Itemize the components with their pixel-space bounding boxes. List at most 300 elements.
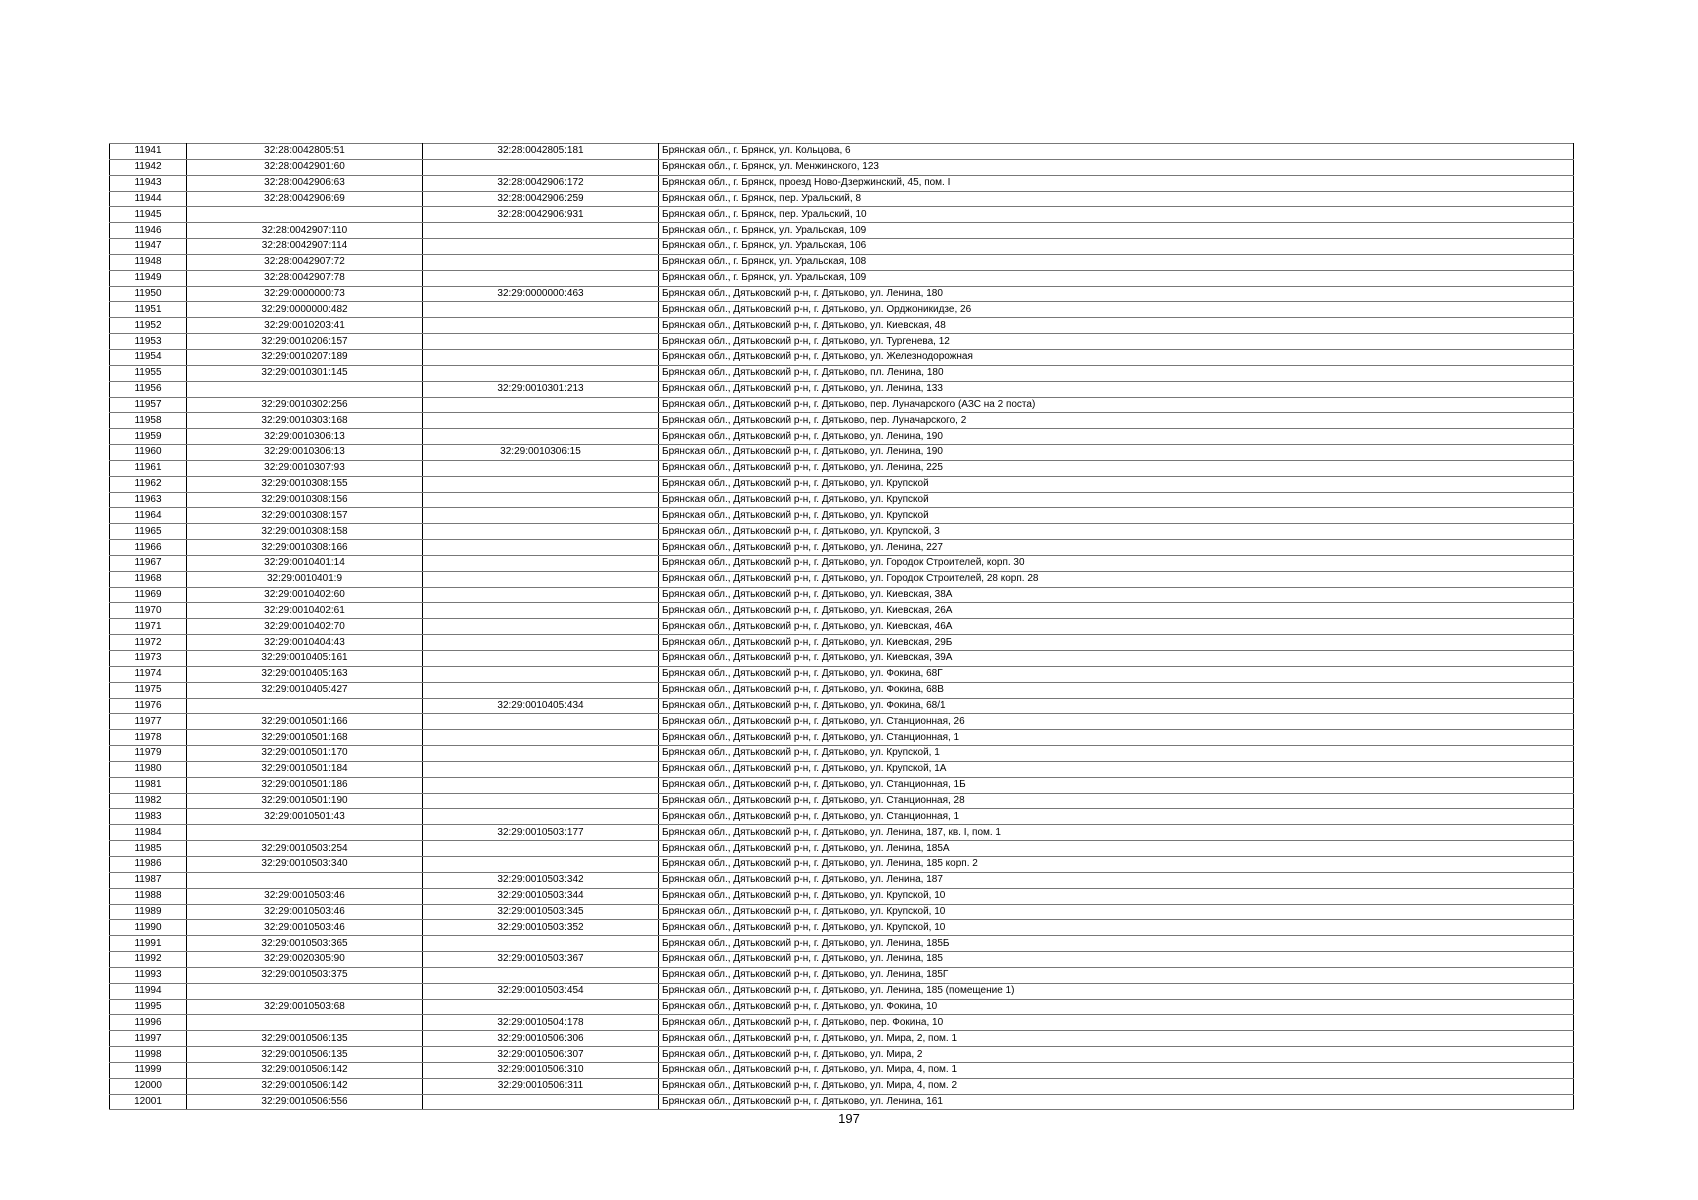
object-cadastral-number-cell: 32:28:0042906:172 — [423, 175, 659, 191]
address-cell: Брянская обл., Дятьковский р-н, г. Дятьково, ул. Ленина, 227 — [659, 540, 1574, 556]
table-row — [110, 952, 1574, 968]
row-number-cell: 11993 — [110, 967, 187, 983]
cadastral-number-cell: 32:29:0010503:365 — [187, 936, 423, 952]
cadastral-number-cell: 32:28:0042901:60 — [187, 159, 423, 175]
row-number-cell: 11988 — [110, 888, 187, 904]
address-cell: Брянская обл., Дятьковский р-н, г. Дятьково, ул. Крупской, 10 — [659, 888, 1574, 904]
cadastral-number-cell — [187, 207, 423, 223]
cadastral-number-cell: 32:28:0042906:69 — [187, 191, 423, 207]
address-cell: Брянская обл., Дятьковский р-н, г. Дятьково, ул. Ленина, 190 — [659, 445, 1574, 461]
cadastral-number-cell: 32:29:0010308:166 — [187, 540, 423, 556]
address-cell: Брянская обл., Дятьковский р-н, г. Дятьково, ул. Железнодорожная — [659, 349, 1574, 365]
cadastral-number-cell: 32:29:0010501:166 — [187, 714, 423, 730]
row-number-cell: 11996 — [110, 1015, 187, 1031]
object-cadastral-number-cell — [423, 365, 659, 381]
object-cadastral-number-cell: 32:29:0010506:310 — [423, 1062, 659, 1078]
table-row — [110, 191, 1574, 207]
table-row — [110, 920, 1574, 936]
row-number-cell: 11995 — [110, 999, 187, 1015]
table-row — [110, 318, 1574, 334]
row-number-cell: 11987 — [110, 872, 187, 888]
table-row — [110, 144, 1574, 160]
row-number-cell: 11970 — [110, 603, 187, 619]
address-cell: Брянская обл., Дятьковский р-н, г. Дятьково, ул. Крупской, 10 — [659, 904, 1574, 920]
row-number-cell: 11989 — [110, 904, 187, 920]
cadastral-number-cell — [187, 698, 423, 714]
object-cadastral-number-cell — [423, 936, 659, 952]
address-cell: Брянская обл., г. Брянск, ул. Менжинского, 123 — [659, 159, 1574, 175]
row-number-cell: 11965 — [110, 524, 187, 540]
cadastral-number-cell: 32:29:0010503:46 — [187, 904, 423, 920]
table-row — [110, 888, 1574, 904]
cadastral-number-cell: 32:29:0010503:46 — [187, 888, 423, 904]
table-row — [110, 777, 1574, 793]
address-cell: Брянская обл., Дятьковский р-н, г. Дятьково, ул. Ленина, 133 — [659, 381, 1574, 397]
object-cadastral-number-cell — [423, 571, 659, 587]
address-cell: Брянская обл., Дятьковский р-н, г. Дятьково, ул. Ленина, 161 — [659, 1094, 1574, 1110]
object-cadastral-number-cell: 32:29:0010503:344 — [423, 888, 659, 904]
address-cell: Брянская обл., Дятьковский р-н, г. Дятьково, ул. Ленина, 185 (помещение 1) — [659, 983, 1574, 999]
address-cell: Брянская обл., г. Брянск, ул. Уральская, 109 — [659, 223, 1574, 239]
row-number-cell: 11979 — [110, 746, 187, 762]
cadastral-number-cell: 32:29:0010401:9 — [187, 571, 423, 587]
row-number-cell: 11982 — [110, 793, 187, 809]
table-row — [110, 746, 1574, 762]
address-cell: Брянская обл., Дятьковский р-н, г. Дятьково, ул. Ленина, 185Г — [659, 967, 1574, 983]
table-row — [110, 492, 1574, 508]
object-cadastral-number-cell — [423, 714, 659, 730]
row-number-cell: 11997 — [110, 1031, 187, 1047]
cadastral-number-cell: 32:29:0010503:375 — [187, 967, 423, 983]
table-row — [110, 159, 1574, 175]
address-cell: Брянская обл., Дятьковский р-н, г. Дятьково, ул. Киевская, 39А — [659, 651, 1574, 667]
row-number-cell: 11948 — [110, 254, 187, 270]
cadastral-number-cell: 32:29:0010404:43 — [187, 635, 423, 651]
cadastral-number-cell — [187, 872, 423, 888]
row-number-cell: 11990 — [110, 920, 187, 936]
cadastral-number-cell: 32:29:0010405:161 — [187, 651, 423, 667]
object-cadastral-number-cell: 32:28:0042906:259 — [423, 191, 659, 207]
object-cadastral-number-cell: 32:29:0010301:213 — [423, 381, 659, 397]
row-number-cell: 11975 — [110, 682, 187, 698]
cadastral-number-cell: 32:29:0010303:168 — [187, 413, 423, 429]
table-row — [110, 254, 1574, 270]
table-row — [110, 666, 1574, 682]
address-cell: Брянская обл., Дятьковский р-н, г. Дятьково, ул. Киевская, 48 — [659, 318, 1574, 334]
object-cadastral-number-cell — [423, 413, 659, 429]
object-cadastral-number-cell: 32:29:0010506:306 — [423, 1031, 659, 1047]
object-cadastral-number-cell: 32:29:0010506:311 — [423, 1078, 659, 1094]
row-number-cell: 11969 — [110, 587, 187, 603]
table-row — [110, 904, 1574, 920]
cadastral-number-cell: 32:28:0042907:110 — [187, 223, 423, 239]
address-cell: Брянская обл., Дятьковский р-н, г. Дятьково, ул. Крупской — [659, 476, 1574, 492]
address-cell: Брянская обл., Дятьковский р-н, г. Дятьково, пер. Луначарского, 2 — [659, 413, 1574, 429]
cadastral-number-cell: 32:29:0010501:186 — [187, 777, 423, 793]
address-cell: Брянская обл., Дятьковский р-н, г. Дятьково, ул. Городок Строителей, 28 корп. 28 — [659, 571, 1574, 587]
row-number-cell: 11959 — [110, 429, 187, 445]
table-row — [110, 223, 1574, 239]
cadastral-number-cell: 32:29:0010506:556 — [187, 1094, 423, 1110]
object-cadastral-number-cell — [423, 777, 659, 793]
cadastral-number-cell: 32:28:0042805:51 — [187, 144, 423, 160]
row-number-cell: 12001 — [110, 1094, 187, 1110]
cadastral-number-cell: 32:29:0010503:340 — [187, 856, 423, 872]
cadastral-number-cell: 32:28:0042907:114 — [187, 239, 423, 255]
object-cadastral-number-cell — [423, 540, 659, 556]
cadastral-number-cell: 32:29:0010306:13 — [187, 445, 423, 461]
registry-table — [109, 143, 1574, 1110]
cadastral-number-cell: 32:29:0010402:60 — [187, 587, 423, 603]
cadastral-number-cell — [187, 983, 423, 999]
address-cell: Брянская обл., Дятьковский р-н, г. Дятьково, ул. Ленина, 187 — [659, 872, 1574, 888]
address-cell: Брянская обл., Дятьковский р-н, г. Дятьково, пер. Луначарского (АЗС на 2 поста) — [659, 397, 1574, 413]
address-cell: Брянская обл., Дятьковский р-н, г. Дятьково, ул. Киевская, 26А — [659, 603, 1574, 619]
object-cadastral-number-cell — [423, 856, 659, 872]
cadastral-number-cell: 32:29:0010405:163 — [187, 666, 423, 682]
object-cadastral-number-cell — [423, 682, 659, 698]
row-number-cell: 11986 — [110, 856, 187, 872]
object-cadastral-number-cell — [423, 254, 659, 270]
cadastral-number-cell: 32:29:0020305:90 — [187, 952, 423, 968]
object-cadastral-number-cell — [423, 761, 659, 777]
row-number-cell: 11994 — [110, 983, 187, 999]
object-cadastral-number-cell — [423, 159, 659, 175]
address-cell: Брянская обл., Дятьковский р-н, г. Дятьково, ул. Ленина, 185 корп. 2 — [659, 856, 1574, 872]
cadastral-number-cell — [187, 825, 423, 841]
registry-table-body — [110, 144, 1574, 1110]
address-cell: Брянская обл., Дятьковский р-н, г. Дятьково, ул. Крупской — [659, 508, 1574, 524]
table-row — [110, 809, 1574, 825]
address-cell: Брянская обл., Дятьковский р-н, г. Дятьково, ул. Мира, 4, пом. 2 — [659, 1078, 1574, 1094]
cadastral-number-cell: 32:29:0010308:155 — [187, 476, 423, 492]
row-number-cell: 11998 — [110, 1047, 187, 1063]
table-row — [110, 445, 1574, 461]
table-row — [110, 1047, 1574, 1063]
address-cell: Брянская обл., Дятьковский р-н, г. Дятьково, ул. Ленина, 190 — [659, 429, 1574, 445]
table-row — [110, 1031, 1574, 1047]
address-cell: Брянская обл., Дятьковский р-н, г. Дятьково, ул. Ленина, 187, кв. I, пом. 1 — [659, 825, 1574, 841]
object-cadastral-number-cell — [423, 809, 659, 825]
object-cadastral-number-cell — [423, 841, 659, 857]
object-cadastral-number-cell: 32:28:0042805:181 — [423, 144, 659, 160]
object-cadastral-number-cell — [423, 999, 659, 1015]
object-cadastral-number-cell — [423, 1094, 659, 1110]
row-number-cell: 11981 — [110, 777, 187, 793]
object-cadastral-number-cell — [423, 555, 659, 571]
object-cadastral-number-cell — [423, 967, 659, 983]
row-number-cell: 11950 — [110, 286, 187, 302]
table-row — [110, 730, 1574, 746]
object-cadastral-number-cell — [423, 334, 659, 350]
cadastral-number-cell: 32:29:0010501:184 — [187, 761, 423, 777]
table-row — [110, 1094, 1574, 1110]
table-row — [110, 761, 1574, 777]
object-cadastral-number-cell: 32:29:0010306:15 — [423, 445, 659, 461]
object-cadastral-number-cell — [423, 492, 659, 508]
row-number-cell: 11991 — [110, 936, 187, 952]
table-row — [110, 571, 1574, 587]
object-cadastral-number-cell — [423, 651, 659, 667]
cadastral-number-cell: 32:29:0010402:70 — [187, 619, 423, 635]
cadastral-number-cell: 32:29:0010207:189 — [187, 349, 423, 365]
object-cadastral-number-cell — [423, 587, 659, 603]
object-cadastral-number-cell: 32:28:0042906:931 — [423, 207, 659, 223]
row-number-cell: 11973 — [110, 651, 187, 667]
table-row — [110, 1015, 1574, 1031]
row-number-cell: 11964 — [110, 508, 187, 524]
address-cell: Брянская обл., г. Брянск, ул. Уральская, 106 — [659, 239, 1574, 255]
row-number-cell: 11980 — [110, 761, 187, 777]
table-row — [110, 397, 1574, 413]
object-cadastral-number-cell: 32:29:0010503:352 — [423, 920, 659, 936]
row-number-cell: 11944 — [110, 191, 187, 207]
cadastral-number-cell: 32:29:0010501:190 — [187, 793, 423, 809]
table-row — [110, 793, 1574, 809]
row-number-cell: 11983 — [110, 809, 187, 825]
address-cell: Брянская обл., Дятьковский р-н, г. Дятьково, ул. Станционная, 1 — [659, 730, 1574, 746]
row-number-cell: 11968 — [110, 571, 187, 587]
address-cell: Брянская обл., Дятьковский р-н, г. Дятьково, ул. Крупской — [659, 492, 1574, 508]
object-cadastral-number-cell — [423, 619, 659, 635]
address-cell: Брянская обл., Дятьковский р-н, г. Дятьково, ул. Ленина, 185 — [659, 952, 1574, 968]
row-number-cell: 11961 — [110, 460, 187, 476]
address-cell: Брянская обл., Дятьковский р-н, г. Дятьково, пер. Фокина, 10 — [659, 1015, 1574, 1031]
address-cell: Брянская обл., г. Брянск, пер. Уральский, 8 — [659, 191, 1574, 207]
table-row — [110, 619, 1574, 635]
table-row — [110, 555, 1574, 571]
object-cadastral-number-cell — [423, 349, 659, 365]
cadastral-number-cell: 32:29:0010506:142 — [187, 1062, 423, 1078]
table-row — [110, 587, 1574, 603]
object-cadastral-number-cell: 32:29:0010503:177 — [423, 825, 659, 841]
address-cell: Брянская обл., Дятьковский р-н, г. Дятьково, ул. Ленина, 180 — [659, 286, 1574, 302]
table-row — [110, 286, 1574, 302]
table-row — [110, 413, 1574, 429]
table-row — [110, 698, 1574, 714]
address-cell: Брянская обл., г. Брянск, ул. Уральская, 109 — [659, 270, 1574, 286]
row-number-cell: 11974 — [110, 666, 187, 682]
table-row — [110, 429, 1574, 445]
table-row — [110, 682, 1574, 698]
cadastral-number-cell: 32:29:0010503:46 — [187, 920, 423, 936]
cadastral-number-cell: 32:29:0010503:254 — [187, 841, 423, 857]
cadastral-number-cell: 32:29:0010206:157 — [187, 334, 423, 350]
address-cell: Брянская обл., Дятьковский р-н, г. Дятьково, ул. Крупской, 10 — [659, 920, 1574, 936]
address-cell: Брянская обл., г. Брянск, пер. Уральский, 10 — [659, 207, 1574, 223]
address-cell: Брянская обл., Дятьковский р-н, г. Дятьково, ул. Фокина, 68Г — [659, 666, 1574, 682]
row-number-cell: 11956 — [110, 381, 187, 397]
cadastral-number-cell: 32:29:0000000:73 — [187, 286, 423, 302]
page-number: 197 — [838, 1111, 860, 1126]
row-number-cell: 11972 — [110, 635, 187, 651]
cadastral-number-cell: 32:29:0010308:156 — [187, 492, 423, 508]
cadastral-number-cell: 32:29:0010308:158 — [187, 524, 423, 540]
cadastral-number-cell: 32:29:0010308:157 — [187, 508, 423, 524]
row-number-cell: 11977 — [110, 714, 187, 730]
address-cell: Брянская обл., Дятьковский р-н, г. Дятьково, пл. Ленина, 180 — [659, 365, 1574, 381]
row-number-cell: 11960 — [110, 445, 187, 461]
cadastral-number-cell: 32:29:0010405:427 — [187, 682, 423, 698]
cadastral-number-cell: 32:28:0042907:72 — [187, 254, 423, 270]
address-cell: Брянская обл., Дятьковский р-н, г. Дятьково, ул. Ленина, 185А — [659, 841, 1574, 857]
table-row — [110, 175, 1574, 191]
row-number-cell: 11953 — [110, 334, 187, 350]
table-row — [110, 302, 1574, 318]
object-cadastral-number-cell — [423, 666, 659, 682]
object-cadastral-number-cell — [423, 429, 659, 445]
cadastral-number-cell: 32:29:0010501:43 — [187, 809, 423, 825]
object-cadastral-number-cell: 32:29:0010503:345 — [423, 904, 659, 920]
cadastral-number-cell: 32:29:0010506:142 — [187, 1078, 423, 1094]
table-row — [110, 270, 1574, 286]
cadastral-number-cell: 32:29:0010203:41 — [187, 318, 423, 334]
table-row — [110, 1078, 1574, 1094]
row-number-cell: 11941 — [110, 144, 187, 160]
cadastral-number-cell: 32:28:0042907:78 — [187, 270, 423, 286]
object-cadastral-number-cell — [423, 460, 659, 476]
object-cadastral-number-cell: 32:29:0010503:342 — [423, 872, 659, 888]
row-number-cell: 11942 — [110, 159, 187, 175]
row-number-cell: 11962 — [110, 476, 187, 492]
row-number-cell: 11985 — [110, 841, 187, 857]
address-cell: Брянская обл., Дятьковский р-н, г. Дятьково, ул. Фокина, 68В — [659, 682, 1574, 698]
table-row — [110, 999, 1574, 1015]
table-row — [110, 524, 1574, 540]
object-cadastral-number-cell: 32:29:0010503:454 — [423, 983, 659, 999]
table-row — [110, 1062, 1574, 1078]
table-row — [110, 714, 1574, 730]
cadastral-number-cell: 32:29:0010501:170 — [187, 746, 423, 762]
object-cadastral-number-cell: 32:29:0000000:463 — [423, 286, 659, 302]
address-cell: Брянская обл., Дятьковский р-н, г. Дятьково, ул. Киевская, 29Б — [659, 635, 1574, 651]
table-row — [110, 460, 1574, 476]
address-cell: Брянская обл., Дятьковский р-н, г. Дятьково, ул. Станционная, 26 — [659, 714, 1574, 730]
address-cell: Брянская обл., г. Брянск, ул. Кольцова, 6 — [659, 144, 1574, 160]
table-row — [110, 825, 1574, 841]
table-row — [110, 635, 1574, 651]
table-row — [110, 476, 1574, 492]
table-row — [110, 207, 1574, 223]
address-cell: Брянская обл., Дятьковский р-н, г. Дятьково, ул. Ленина, 225 — [659, 460, 1574, 476]
row-number-cell: 11992 — [110, 952, 187, 968]
table-row — [110, 841, 1574, 857]
row-number-cell: 11946 — [110, 223, 187, 239]
object-cadastral-number-cell — [423, 397, 659, 413]
cadastral-number-cell: 32:29:0010506:135 — [187, 1031, 423, 1047]
object-cadastral-number-cell — [423, 524, 659, 540]
table-row — [110, 856, 1574, 872]
row-number-cell: 11949 — [110, 270, 187, 286]
address-cell: Брянская обл., Дятьковский р-н, г. Дятьково, ул. Крупской, 1А — [659, 761, 1574, 777]
row-number-cell: 11955 — [110, 365, 187, 381]
address-cell: Брянская обл., Дятьковский р-н, г. Дятьково, ул. Ленина, 185Б — [659, 936, 1574, 952]
row-number-cell: 11966 — [110, 540, 187, 556]
row-number-cell: 11984 — [110, 825, 187, 841]
table-row — [110, 603, 1574, 619]
table-row — [110, 540, 1574, 556]
object-cadastral-number-cell: 32:29:0010506:307 — [423, 1047, 659, 1063]
row-number-cell: 11947 — [110, 239, 187, 255]
cadastral-number-cell: 32:29:0000000:482 — [187, 302, 423, 318]
object-cadastral-number-cell — [423, 239, 659, 255]
row-number-cell: 11951 — [110, 302, 187, 318]
object-cadastral-number-cell — [423, 635, 659, 651]
table-row — [110, 381, 1574, 397]
table-row — [110, 365, 1574, 381]
object-cadastral-number-cell — [423, 476, 659, 492]
table-row — [110, 983, 1574, 999]
table-row — [110, 872, 1574, 888]
row-number-cell: 12000 — [110, 1078, 187, 1094]
table-row — [110, 334, 1574, 350]
cadastral-number-cell: 32:29:0010401:14 — [187, 555, 423, 571]
row-number-cell: 11963 — [110, 492, 187, 508]
object-cadastral-number-cell: 32:29:0010503:367 — [423, 952, 659, 968]
address-cell: Брянская обл., Дятьковский р-н, г. Дятьково, ул. Киевская, 38А — [659, 587, 1574, 603]
table-row — [110, 936, 1574, 952]
cadastral-number-cell: 32:29:0010506:135 — [187, 1047, 423, 1063]
address-cell: Брянская обл., Дятьковский р-н, г. Дятьково, ул. Станционная, 28 — [659, 793, 1574, 809]
object-cadastral-number-cell — [423, 223, 659, 239]
object-cadastral-number-cell — [423, 603, 659, 619]
object-cadastral-number-cell — [423, 793, 659, 809]
address-cell: Брянская обл., Дятьковский р-н, г. Дятьково, ул. Фокина, 10 — [659, 999, 1574, 1015]
cadastral-number-cell: 32:29:0010306:13 — [187, 429, 423, 445]
address-cell: Брянская обл., г. Брянск, ул. Уральская, 108 — [659, 254, 1574, 270]
address-cell: Брянская обл., г. Брянск, проезд Ново-Дзержинский, 45, пом. I — [659, 175, 1574, 191]
row-number-cell: 11971 — [110, 619, 187, 635]
address-cell: Брянская обл., Дятьковский р-н, г. Дятьково, ул. Мира, 2, пом. 1 — [659, 1031, 1574, 1047]
cadastral-number-cell: 32:29:0010301:145 — [187, 365, 423, 381]
object-cadastral-number-cell — [423, 302, 659, 318]
table-row — [110, 508, 1574, 524]
address-cell: Брянская обл., Дятьковский р-н, г. Дятьково, ул. Станционная, 1 — [659, 809, 1574, 825]
cadastral-number-cell: 32:28:0042906:63 — [187, 175, 423, 191]
address-cell: Брянская обл., Дятьковский р-н, г. Дятьково, ул. Мира, 4, пом. 1 — [659, 1062, 1574, 1078]
object-cadastral-number-cell — [423, 508, 659, 524]
table-row — [110, 651, 1574, 667]
address-cell: Брянская обл., Дятьковский р-н, г. Дятьково, ул. Станционная, 1Б — [659, 777, 1574, 793]
cadastral-number-cell: 32:29:0010307:93 — [187, 460, 423, 476]
address-cell: Брянская обл., Дятьковский р-н, г. Дятьково, ул. Тургенева, 12 — [659, 334, 1574, 350]
cadastral-number-cell: 32:29:0010402:61 — [187, 603, 423, 619]
cadastral-number-cell: 32:29:0010503:68 — [187, 999, 423, 1015]
cadastral-number-cell — [187, 1015, 423, 1031]
table-row — [110, 349, 1574, 365]
object-cadastral-number-cell — [423, 318, 659, 334]
address-cell: Брянская обл., Дятьковский р-н, г. Дятьково, ул. Крупской, 3 — [659, 524, 1574, 540]
object-cadastral-number-cell — [423, 270, 659, 286]
row-number-cell: 11957 — [110, 397, 187, 413]
row-number-cell: 11999 — [110, 1062, 187, 1078]
address-cell: Брянская обл., Дятьковский р-н, г. Дятьково, ул. Киевская, 46А — [659, 619, 1574, 635]
row-number-cell: 11954 — [110, 349, 187, 365]
cadastral-number-cell: 32:29:0010302:256 — [187, 397, 423, 413]
address-cell: Брянская обл., Дятьковский р-н, г. Дятьково, ул. Фокина, 68/1 — [659, 698, 1574, 714]
row-number-cell: 11967 — [110, 555, 187, 571]
address-cell: Брянская обл., Дятьковский р-н, г. Дятьково, ул. Орджоникидзе, 26 — [659, 302, 1574, 318]
object-cadastral-number-cell: 32:29:0010504:178 — [423, 1015, 659, 1031]
row-number-cell: 11978 — [110, 730, 187, 746]
address-cell: Брянская обл., Дятьковский р-н, г. Дятьково, ул. Городок Строителей, корп. 30 — [659, 555, 1574, 571]
row-number-cell: 11945 — [110, 207, 187, 223]
row-number-cell: 11958 — [110, 413, 187, 429]
table-row — [110, 239, 1574, 255]
row-number-cell: 11943 — [110, 175, 187, 191]
address-cell: Брянская обл., Дятьковский р-н, г. Дятьково, ул. Мира, 2 — [659, 1047, 1574, 1063]
cadastral-number-cell — [187, 381, 423, 397]
